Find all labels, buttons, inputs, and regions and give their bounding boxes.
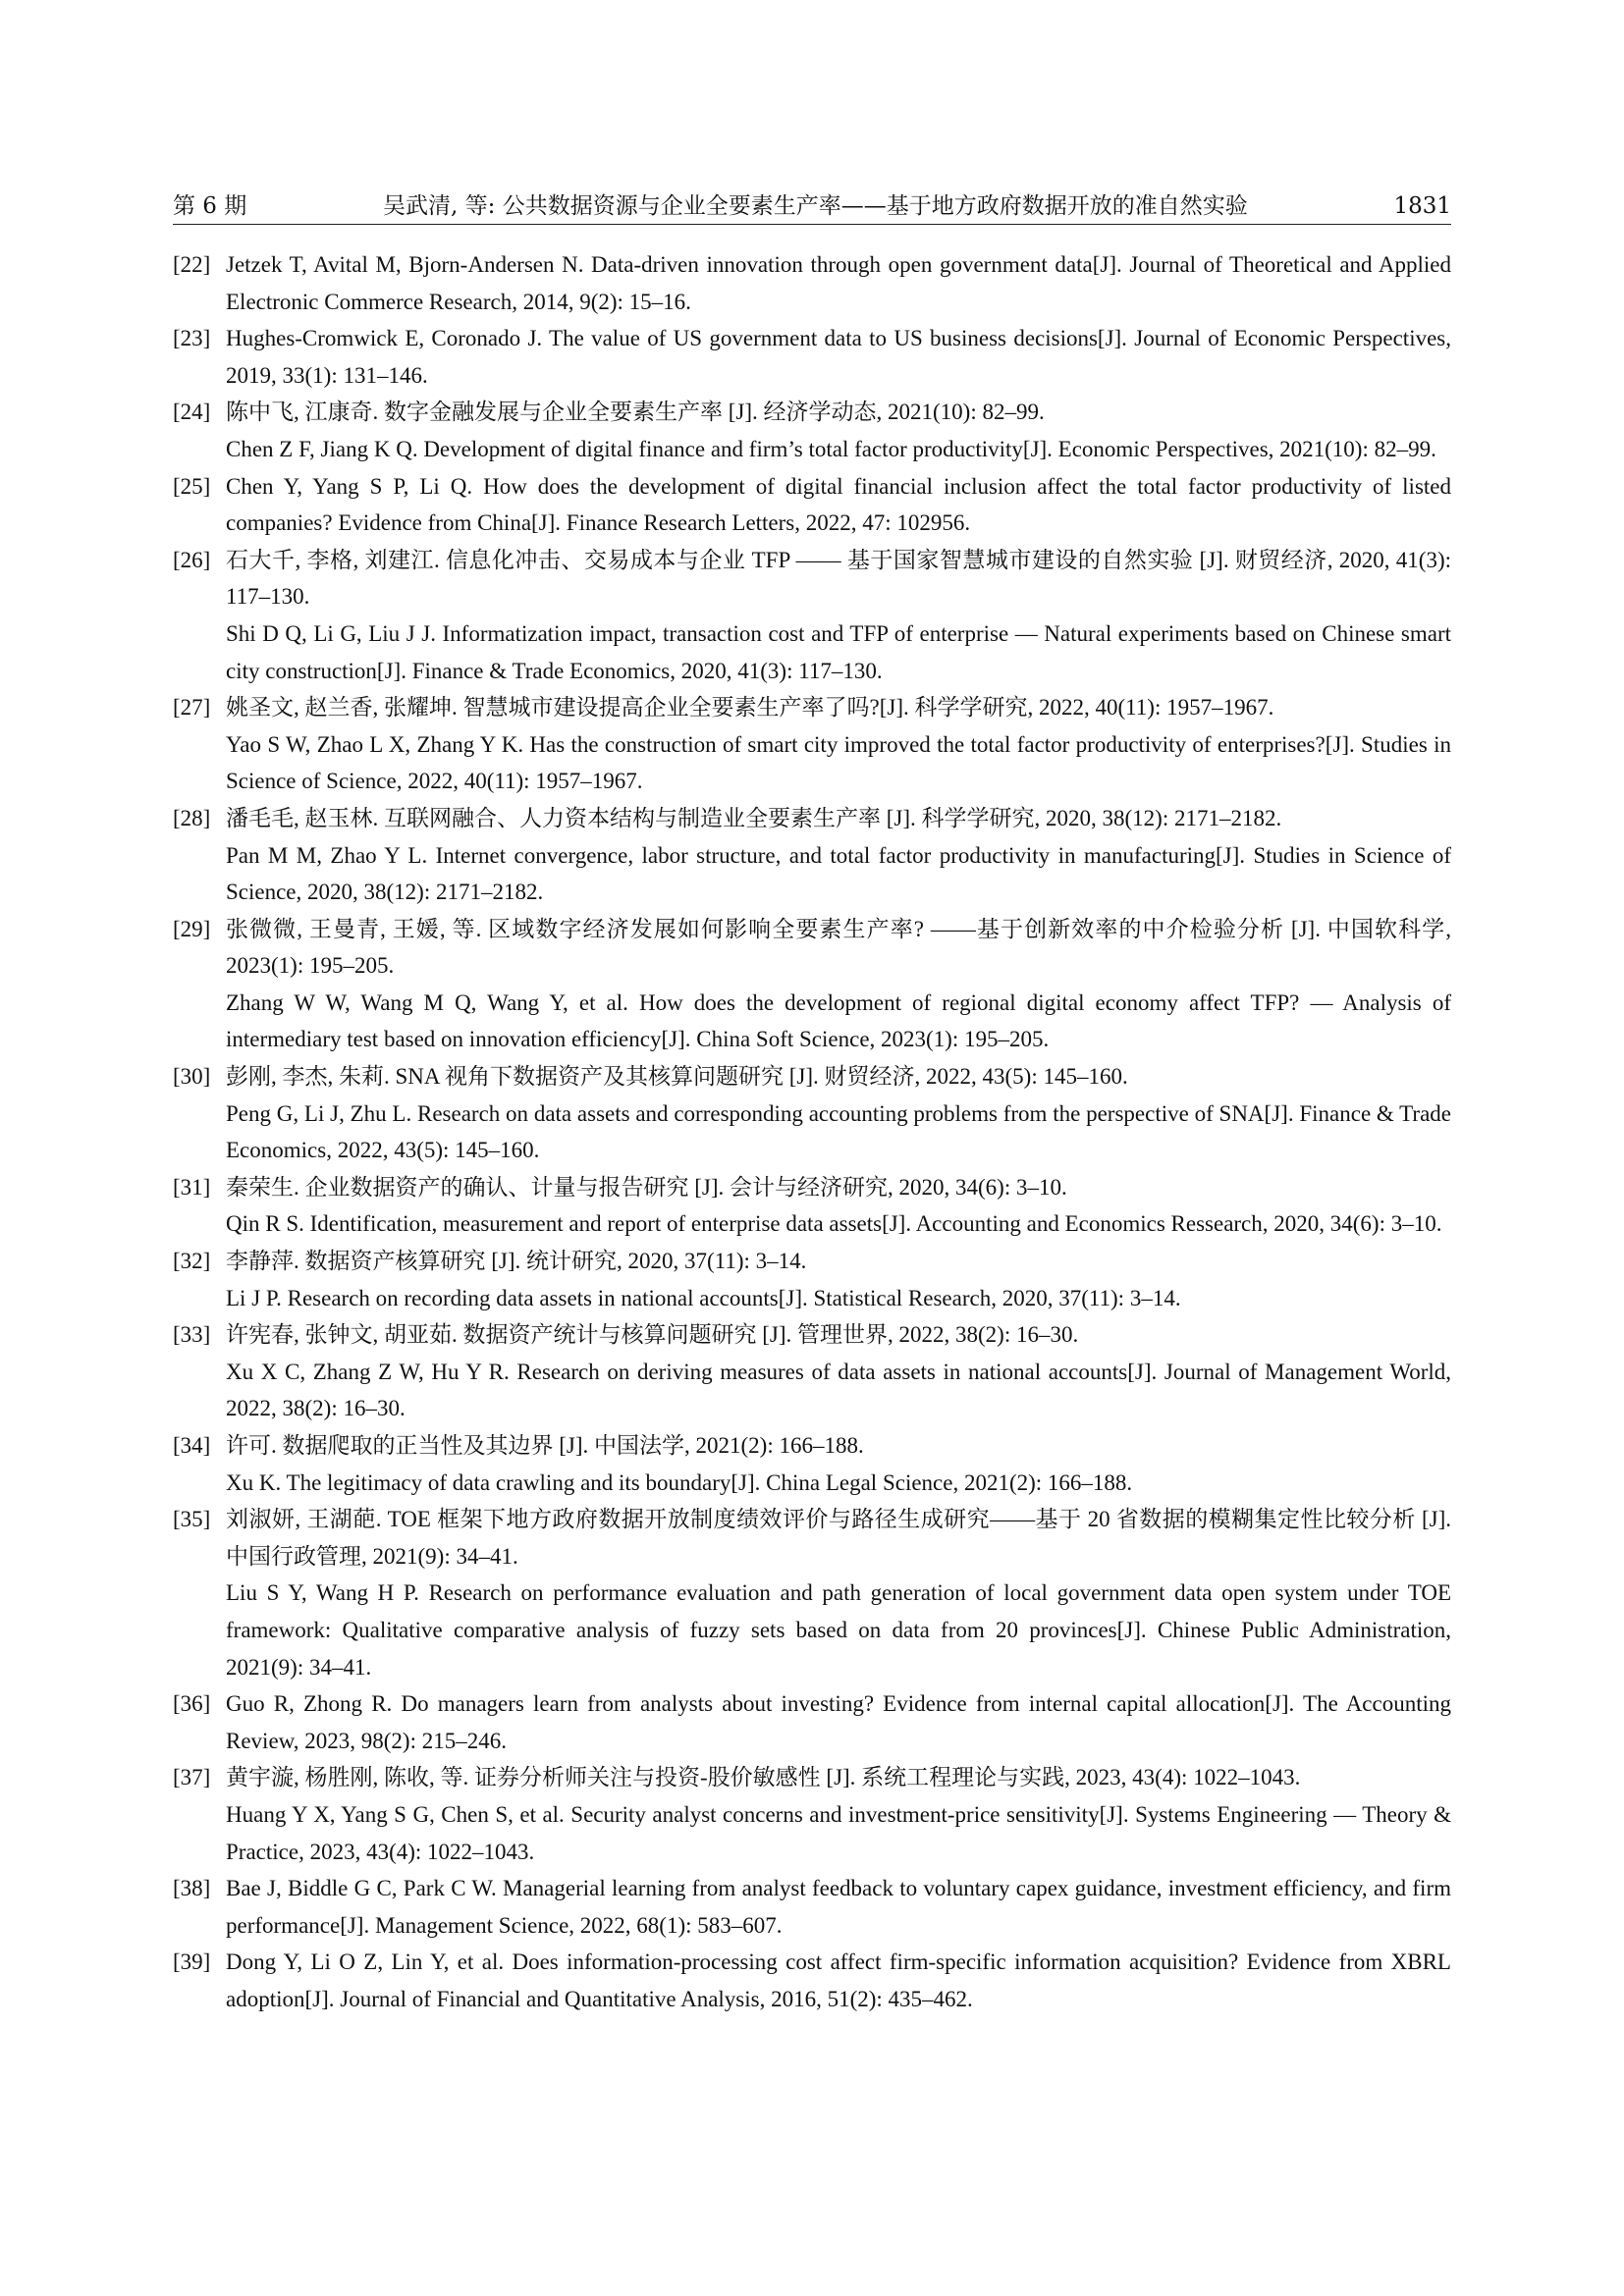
- reference-body: [226, 800, 1451, 911]
- reference-translation: Xu K. The legitimacy of data crawling and its boundary[J]. China Legal Science, 2021(2): 166–188.: [226, 1469, 1133, 1495]
- reference-item: [173, 246, 1451, 320]
- reference-number: [29]: [173, 916, 211, 941]
- reference-translation: Shi D Q, Li G, Liu J J. Informatization impact, transaction cost and TFP of enterprise — Natural experiments based on Chinese smart city construction[J]. Finance & Trade Economics, 2020, 41(3): 117–130.: [226, 620, 1451, 683]
- reference-number: [31]: [173, 1174, 211, 1200]
- reference-number: [32]: [173, 1249, 211, 1274]
- reference-number: [37]: [173, 1765, 211, 1790]
- reference-translation: Peng G, Li J, Zhu L. Research on data assets and corresponding accounting problems from the perspective of SNA[J]. Finance & Trade Economics, 2022, 43(5): 145–160.: [226, 1100, 1451, 1163]
- reference-translation: Huang Y X, Yang S G, Chen S, et al. Security analyst concerns and investment-price sensitivity[J]. Systems Engineering — Theory & Practice, 2023, 43(4): 1022–1043.: [226, 1801, 1451, 1864]
- running-title: 吴武清, 等: 公共数据资源与企业全要素生产率——基于地方政府数据开放的准自然实验: [383, 193, 1248, 219]
- reference-text: Jetzek T, Avital M, Bjorn-Andersen N. Data-driven innovation through open government data[J]. Journal of Theoretical and Applied Electronic Commerce Research, 2014, 9(2): 15–16.: [226, 252, 1451, 314]
- reference-text: Hughes-Cromwick E, Coronado J. The value of US government data to US business decisions[J]. Journal of Economic Perspectives, 2019, 33(1): 131–146.: [226, 326, 1451, 388]
- reference-text: 李静萍. 数据资产核算研究 [J]. 统计研究, 2020, 37(11): 3–14.: [226, 1249, 807, 1274]
- reference-translation: Li J P. Research on recording data assets in national accounts[J]. Statistical Research, 2020, 37(11): 3–14.: [226, 1285, 1181, 1310]
- reference-translation: Zhang W W, Wang M Q, Wang Y, et al. How does the development of regional digital economy affect TFP? — Analysis of intermediary test based on innovation efficiency[J]. China Soft Science, 2023(1): 195–205.: [226, 989, 1451, 1052]
- reference-item: [173, 911, 1451, 1058]
- reference-number: [34]: [173, 1433, 211, 1458]
- reference-item: [173, 1759, 1451, 1870]
- reference-translation: Yao S W, Zhao L X, Zhang Y K. Has the construction of smart city improved the total factor productivity of enterprises?[J]. Studies in Science of Science, 2022, 40(11): 1957–1967.: [226, 731, 1451, 794]
- reference-translation: Qin R S. Identification, measurement and report of enterprise data assets[J]. Accounting and Economics Ressearch, 2020, 34(6): 3–10.: [226, 1211, 1442, 1237]
- reference-text: 石大千, 李格, 刘建江. 信息化冲击、交易成本与企业 TFP —— 基于国家智慧城市建设的自然实验 [J]. 财贸经济, 2020, 41(3): 117–130.: [226, 547, 1451, 610]
- running-header: [173, 191, 1451, 225]
- reference-text: Bae J, Biddle G C, Park C W. Managerial learning from analyst feedback to voluntary capex guidance, investment efficiency, and firm performance[J]. Management Science, 2022, 68(1): 583–607.: [226, 1876, 1451, 1938]
- reference-item: [173, 1427, 1451, 1501]
- reference-number: [36]: [173, 1691, 211, 1717]
- reference-translation: Pan M M, Zhao Y L. Internet convergence, labor structure, and total factor productivity in manufacturing[J]. Studies in Science of Science, 2020, 38(12): 2171–2182.: [226, 842, 1451, 905]
- reference-body: [226, 1316, 1451, 1427]
- reference-text: 许可. 数据爬取的正当性及其边界 [J]. 中国法学, 2021(2): 166–188.: [226, 1433, 864, 1458]
- reference-body: [226, 1169, 1451, 1243]
- reference-text: Guo R, Zhong R. Do managers learn from analysts about investing? Evidence from internal capital allocation[J]. The Accounting Review, 2023, 98(2): 215–246.: [226, 1691, 1451, 1753]
- reference-item: [173, 689, 1451, 800]
- reference-body: [226, 320, 1451, 394]
- reference-text: 秦荣生. 企业数据资产的确认、计量与报告研究 [J]. 会计与经济研究, 2020, 34(6): 3–10.: [226, 1174, 1067, 1200]
- reference-text: Chen Y, Yang S P, Li Q. How does the development of digital financial inclusion affect the total factor productivity of listed companies? Evidence from China[J]. Finance Research Letters, 2022, 47: 102956.: [226, 473, 1451, 536]
- reference-body: [226, 1759, 1451, 1870]
- reference-number: [30]: [173, 1064, 211, 1090]
- reference-number: [28]: [173, 805, 211, 830]
- reference-text: Dong Y, Li O Z, Lin Y, et al. Does information-processing cost affect firm-specific information acquisition? Evidence from XBRL adoption[J]. Journal of Financial and Quantitative Analysis, 2016, 51(2): 435–462.: [226, 1949, 1451, 2011]
- reference-item: [173, 320, 1451, 394]
- reference-body: [226, 1501, 1451, 1685]
- reference-number: [39]: [173, 1949, 211, 1975]
- reference-item: [173, 1944, 1451, 2017]
- reference-item: [173, 800, 1451, 911]
- reference-number: [38]: [173, 1876, 211, 1901]
- reference-item: [173, 542, 1451, 689]
- reference-text: 彭刚, 李杰, 朱莉. SNA 视角下数据资产及其核算问题研究 [J]. 财贸经济, 2022, 43(5): 145–160.: [226, 1064, 1128, 1090]
- reference-item: [173, 1501, 1451, 1685]
- reference-number: [25]: [173, 473, 211, 499]
- reference-number: [24]: [173, 400, 211, 425]
- reference-item: [173, 394, 1451, 467]
- reference-number: [33]: [173, 1322, 211, 1348]
- reference-body: [226, 1870, 1451, 1944]
- reference-text: 刘淑妍, 王湖葩. TOE 框架下地方政府数据开放制度绩效评价与路径生成研究——基于 20 省数据的模糊集定性比较分析 [J]. 中国行政管理, 2021(9): 34–41.: [226, 1507, 1451, 1569]
- reference-text: 许宪春, 张钟文, 胡亚茹. 数据资产统计与核算问题研究 [J]. 管理世界, 2022, 38(2): 16–30.: [226, 1322, 1079, 1348]
- reference-body: [226, 394, 1451, 467]
- reference-text: 姚圣文, 赵兰香, 张耀坤. 智慧城市建设提高企业全要素生产率了吗?[J]. 科学学研究, 2022, 40(11): 1957–1967.: [226, 695, 1274, 721]
- reference-item: [173, 1058, 1451, 1169]
- issue-number: 第 6 期: [173, 193, 247, 219]
- reference-number: [27]: [173, 695, 211, 721]
- reference-list: [173, 246, 1451, 2018]
- reference-text: 黄宇漩, 杨胜刚, 陈收, 等. 证券分析师关注与投资-股价敏感性 [J]. 系统工程理论与实践, 2023, 43(4): 1022–1043.: [226, 1765, 1301, 1790]
- reference-number: [22]: [173, 252, 211, 277]
- reference-item: [173, 1870, 1451, 1944]
- reference-body: [226, 1243, 1451, 1316]
- page-number: 1831: [1393, 193, 1451, 219]
- reference-body: [226, 911, 1451, 1058]
- reference-body: [226, 689, 1451, 800]
- page: [173, 191, 1451, 2018]
- reference-body: [226, 542, 1451, 689]
- reference-body: [226, 1944, 1451, 2017]
- reference-body: [226, 246, 1451, 320]
- reference-body: [226, 468, 1451, 542]
- reference-translation: Chen Z F, Jiang K Q. Development of digital finance and firm’s total factor productivity[J]. Economic Perspectives, 2021(10): 82–99.: [226, 436, 1436, 461]
- reference-body: [226, 1058, 1451, 1169]
- reference-item: [173, 1169, 1451, 1243]
- reference-text: 陈中飞, 江康奇. 数字金融发展与企业全要素生产率 [J]. 经济学动态, 2021(10): 82–99.: [226, 400, 1045, 425]
- reference-text: 张微微, 王曼青, 王媛, 等. 区域数字经济发展如何影响全要素生产率? ——基于创新效率的中介检验分析 [J]. 中国软科学, 2023(1): 195–205.: [226, 916, 1451, 979]
- reference-number: [26]: [173, 547, 211, 572]
- reference-item: [173, 468, 1451, 542]
- reference-body: [226, 1685, 1451, 1759]
- reference-text: 潘毛毛, 赵玉林. 互联网融合、人力资本结构与制造业全要素生产率 [J]. 科学学研究, 2020, 38(12): 2171–2182.: [226, 805, 1282, 830]
- reference-item: [173, 1316, 1451, 1427]
- reference-number: [23]: [173, 326, 211, 351]
- reference-translation: Xu X C, Zhang Z W, Hu Y R. Research on deriving measures of data assets in national accounts[J]. Journal of Management World, 2022, 38(2): 16–30.: [226, 1359, 1451, 1421]
- reference-item: [173, 1685, 1451, 1759]
- reference-translation: Liu S Y, Wang H P. Research on performance evaluation and path generation of local government data open system under TOE framework: Qualitative comparative analysis of fuzzy sets based on data from 20 provinces[J]. Chinese Public Administration, 2021(9): 34–41.: [226, 1580, 1451, 1680]
- reference-number: [35]: [173, 1507, 211, 1532]
- reference-item: [173, 1243, 1451, 1316]
- reference-body: [226, 1427, 1451, 1501]
